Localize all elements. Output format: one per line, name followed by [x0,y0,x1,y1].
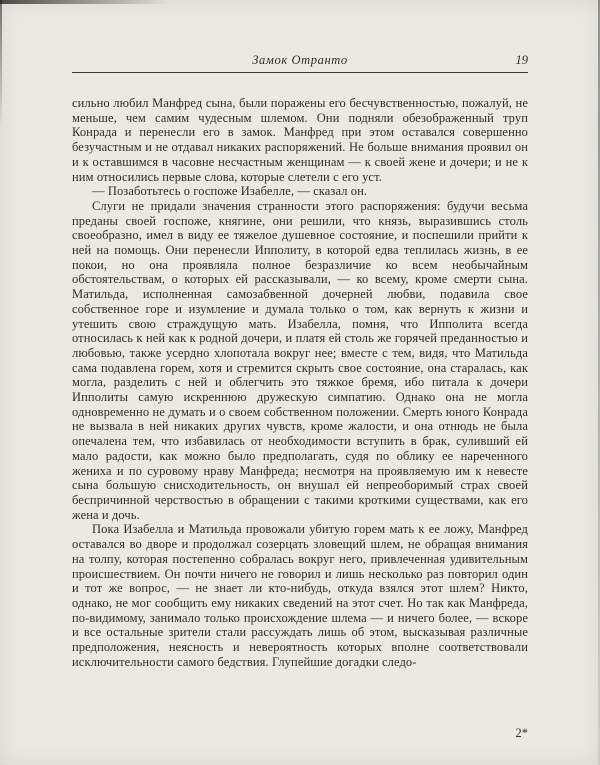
signature-mark: 2* [515,726,528,740]
header-rule [72,72,528,73]
paragraph-continuation: сильно любил Манфред сына, были поражены его бесчувственностью, пожалуй, не меньше, чем самим чудесным шлемом. Они подняли обезображенный труп Конрада и перенесли его в замок. Манфред при этом оставался совершенно безучастным и не отдавал никаких распоряжений. Не больше внимания проявил он и к оставшимся в часовне несчастным женщинам — к своей жене и дочери; и не к ним относились первые слова, которые слетели с его уст. [72,96,528,184]
page-footer [516,726,529,741]
body-text [72,96,528,669]
paragraph-dialogue: — Позаботьтесь о госпоже Изабелле, — сказал он. [92,184,368,199]
running-title: Замок Отранто [252,53,348,67]
page-header [72,52,528,69]
page-number: 19 [515,53,528,67]
scan-edge-artifact-top [0,0,170,4]
scan-edge-artifact-left [0,0,2,130]
paragraph: Слуги не придали значения странности этого распоряжения: будучи весьма преданы своей госпоже, княгине, они решили, что князь, выразившись столь своеобразно, имел в виду ее тяжелое душевное состояние, и поспешили прийти к ней на помощь. Они перенесли Ипполиту, в которой едва теплилась жизнь, в ее покои, но она проявляла полное безразличие ко всем необычайным обстоятельствам, о которых ей рассказывали, — ко всему, кроме смерти сына. Матильда, исполненная самозабвенной дочерней любви, подавила свое собственное горе и изумление и думала только о том, как вернуть к жизни и утешить свою страждущую мать. Изабелла, помня, что Ипполита всегда относилась к ней как к родной дочери, и платя ей столь же горячей преданностью и любовью, также усердно хлопотала вокруг нее; вместе с тем, видя, что Матильда сама подавлена горем, хотя и стремится скрыть свое состояние, она старалась, как могла, разделить с ней и облегчить это тяжкое бремя, ибо питала к дочери Ипполиты самую искреннюю дружескую симпатию. Однако она не могла одновременно не думать и о своем собственном положении. Смерть юного Конрада не вызвала в ней никаких других чувств, кроме жалости, и она отнюдь не была опечалена тем, что избавилась от необходимости вступить в брак, суливший ей мало радости, как можно было предполагать, судя по облику ее нареченного жениха и по суровому нраву Манфреда; несмотря на проявляемую им к невесте сына большую снисходительность, он внушал ей непреоборимый страх своей беспричинной черствостью в обращении с такими кроткими существами, как его жена и дочь. [72,198,528,522]
paragraph: Пока Изабелла и Матильда провожали убитую горем мать к ее ложу, Манфред оставался во дворе и продолжал созерцать зловещий шлем, не обращая внимания на толпу, которая постепенно собралась вокруг него, привлеченная удивительным происшествием. Он почти ничего не говорил и лишь несколько раз повторил один и тот же вопрос, — не знает ли кто-нибудь, откуда взялся этот шлем? Никто, однако, не мог сообщить ему никаких сведений на этот счет. Но так как Манфреда, по-видимому, занимало только происхождение шлема — и ничего более, — вскоре и все остальные зрители стали рассуждать лишь об этом, высказывая различные предположения, неясность и невероятность которых вполне соответствовали исключительности самого бедствия. Глупейшие догадки следо- [72,522,528,669]
